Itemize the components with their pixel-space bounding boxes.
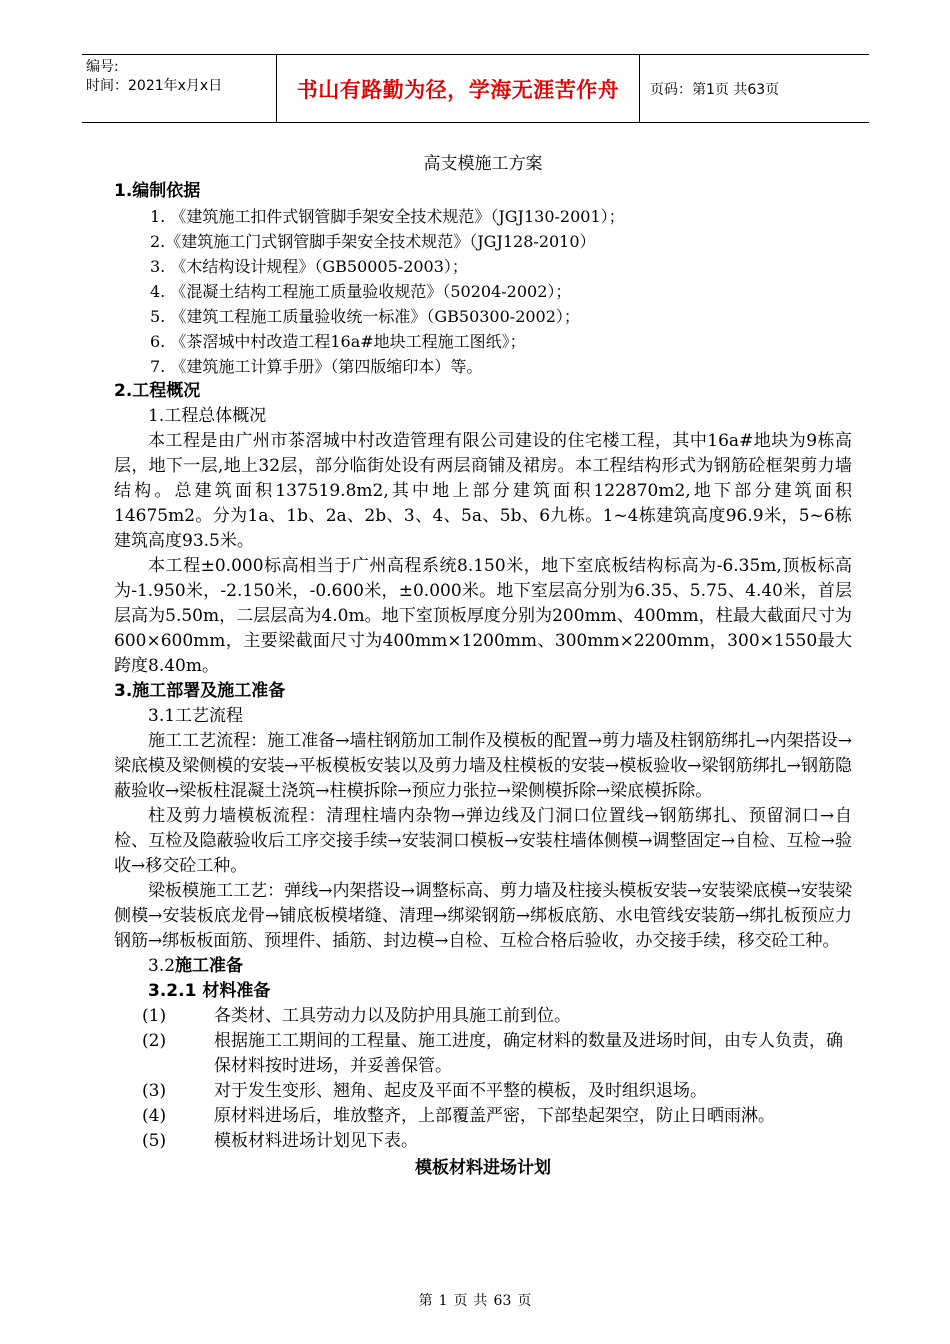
section-3-heading: 3.施工部署及施工准备	[114, 681, 286, 701]
section-2-subheading: 1.工程总体概况	[148, 406, 267, 426]
basis-item: 3. 《木结构设计规程》（GB50005-2003）；	[150, 257, 468, 276]
list-text: 根据施工工期间的工程量、施工进度，确定材料的数量及进场时间，由专人负责，确保材料按时进场，并妥善保管。	[214, 1031, 843, 1076]
document-body	[114, 152, 852, 1181]
basis-item: 5. 《建筑工程施工质量验收统一标准》（GB50300-2002）；	[150, 307, 580, 326]
basis-item: 7. 《建筑施工计算手册》（第四版缩印本）等。	[150, 357, 483, 376]
list-item	[114, 1079, 852, 1104]
page-footer	[0, 1290, 950, 1310]
list-number: (2)	[142, 1031, 167, 1051]
list-number: (1)	[142, 1006, 167, 1026]
list-text: 对于发生变形、翘角、起皮及平面不平整的模板，及时组织退场。	[214, 1081, 707, 1101]
section-3-2-number: 3.2	[148, 956, 176, 976]
basis-item: 6. 《茶滘城中村改造工程16a#地块工程施工图纸》；	[150, 332, 526, 351]
section-3-2-1-heading: 3.2.1 材料准备	[148, 981, 271, 1001]
section-1-heading: 1.编制依据	[114, 181, 201, 201]
list-item	[114, 1104, 852, 1129]
list-number: (4)	[142, 1106, 167, 1126]
section-3-1-heading: 3.1工艺流程	[148, 706, 244, 726]
list-text: 各类材、工具劳动力以及防护用具施工前到位。	[214, 1006, 571, 1026]
process-paragraph: 施工工艺流程：施工准备→墙柱钢筋加工制作及模板的配置→剪力墙及柱钢筋绑扎→内架搭设→梁底模及梁侧模的安装→平板模板安装以及剪力墙及柱模板的安装→模板验收→梁钢筋绑扎→钢筋隐蔽验收→梁板柱混凝土浇筑→柱模拆除→预应力张拉→梁侧模拆除→梁底模拆除。	[114, 731, 852, 801]
footer-word: 第	[418, 1293, 433, 1309]
overview-paragraph: 本工程是由广州市茶滘城中村改造管理有限公司建设的住宅楼工程，其中16a#地块为9栋高层，地下一层,地上32层，部分临街处设有两层商铺及裙房。本工程结构形式为钢筋砼框架剪力墙结构。总建筑面积137519.8m2,其中地上部分建筑面积122870m2,地下部分建筑面积14675m2。分为1a、1b、2a、2b、3、4、5a、5b、6九栋。1~4栋建筑高度96.9米，5~6栋建筑高度93.5米。	[114, 431, 852, 551]
footer-total-pages: 63	[493, 1293, 512, 1309]
beam-slab-paragraph: 梁板模施工工艺：弹线→内架搭设→调整标高、剪力墙及柱接头模板安装→安装梁底模→安装梁侧模→安装板底龙骨→铺底板模堵缝、清理→绑梁钢筋→绑板底筋、水电管线安装筋→绑扎板预应力钢筋→绑板板面筋、预埋件、插筋、封边模→自检、互检合格后验收，办交接手续，移交砼工种。	[114, 881, 852, 951]
footer-word: 页	[453, 1293, 468, 1309]
header-page-info: 页码：第1页 共63页	[650, 81, 780, 98]
number-label: 编号:	[86, 59, 119, 75]
date-label: 时间：2021年x月x日	[86, 78, 223, 94]
section-3-2-heading	[114, 954, 852, 979]
footer-word: 页	[517, 1293, 532, 1309]
column-wall-paragraph: 柱及剪力墙模板流程：清理柱墙内杂物→弹边线及门洞口位置线→钢筋绑扎、预留洞口→自检、互检及隐蔽验收后工序交接手续→安装洞口模板→安装柱墙体侧模→调整固定→自检、互检→验收→移交砼工种。	[114, 806, 852, 876]
doc-title: 高支模施工方案	[423, 154, 543, 174]
list-item	[114, 1029, 852, 1079]
page-header	[82, 54, 869, 123]
elevation-paragraph: 本工程±0.000标高相当于广州高程系统8.150米，地下室底板结构标高为-6.35m,顶板标高为-1.950米，-2.150米，-0.600米，±0.000米。地下室层高分别为6.35、5.75、4.40米，首层层高为5.50m，二层层高为4.0m。地下室顶板厚度分别为200mm、400mm，柱最大截面尺寸为600×600mm，主要梁截面尺寸为400mm×1200mm、300mm×2200mm，300×1550最大跨度8.40m。	[114, 556, 852, 676]
list-number: (5)	[142, 1131, 167, 1151]
list-item	[114, 1004, 852, 1029]
list-text: 原材料进场后，堆放整齐，上部覆盖严密，下部垫起架空，防止日晒雨淋。	[214, 1106, 775, 1126]
basis-item: 4. 《混凝土结构工程施工质量验收规范》（50204-2002）；	[150, 282, 572, 301]
basis-item: 1. 《建筑施工扣件式钢管脚手架安全技术规范》（JGJ130-2001）；	[150, 207, 625, 226]
table-title: 模板材料进场计划	[415, 1158, 551, 1178]
header-motto: 书山有路勤为径，学海无涯苦作舟	[277, 55, 640, 122]
list-item	[114, 1129, 852, 1154]
header-meta	[82, 55, 277, 122]
section-2-heading: 2.工程概况	[114, 381, 201, 401]
list-number: (3)	[142, 1081, 167, 1101]
basis-item: 2.《建筑施工门式钢管脚手架安全技术规范》（JGJ128-2010）	[150, 232, 596, 251]
footer-word: 共	[473, 1293, 488, 1309]
footer-page-number: 1	[438, 1293, 448, 1309]
list-text: 模板材料进场计划见下表。	[214, 1131, 418, 1151]
section-3-2-title: 施工准备	[175, 956, 244, 976]
